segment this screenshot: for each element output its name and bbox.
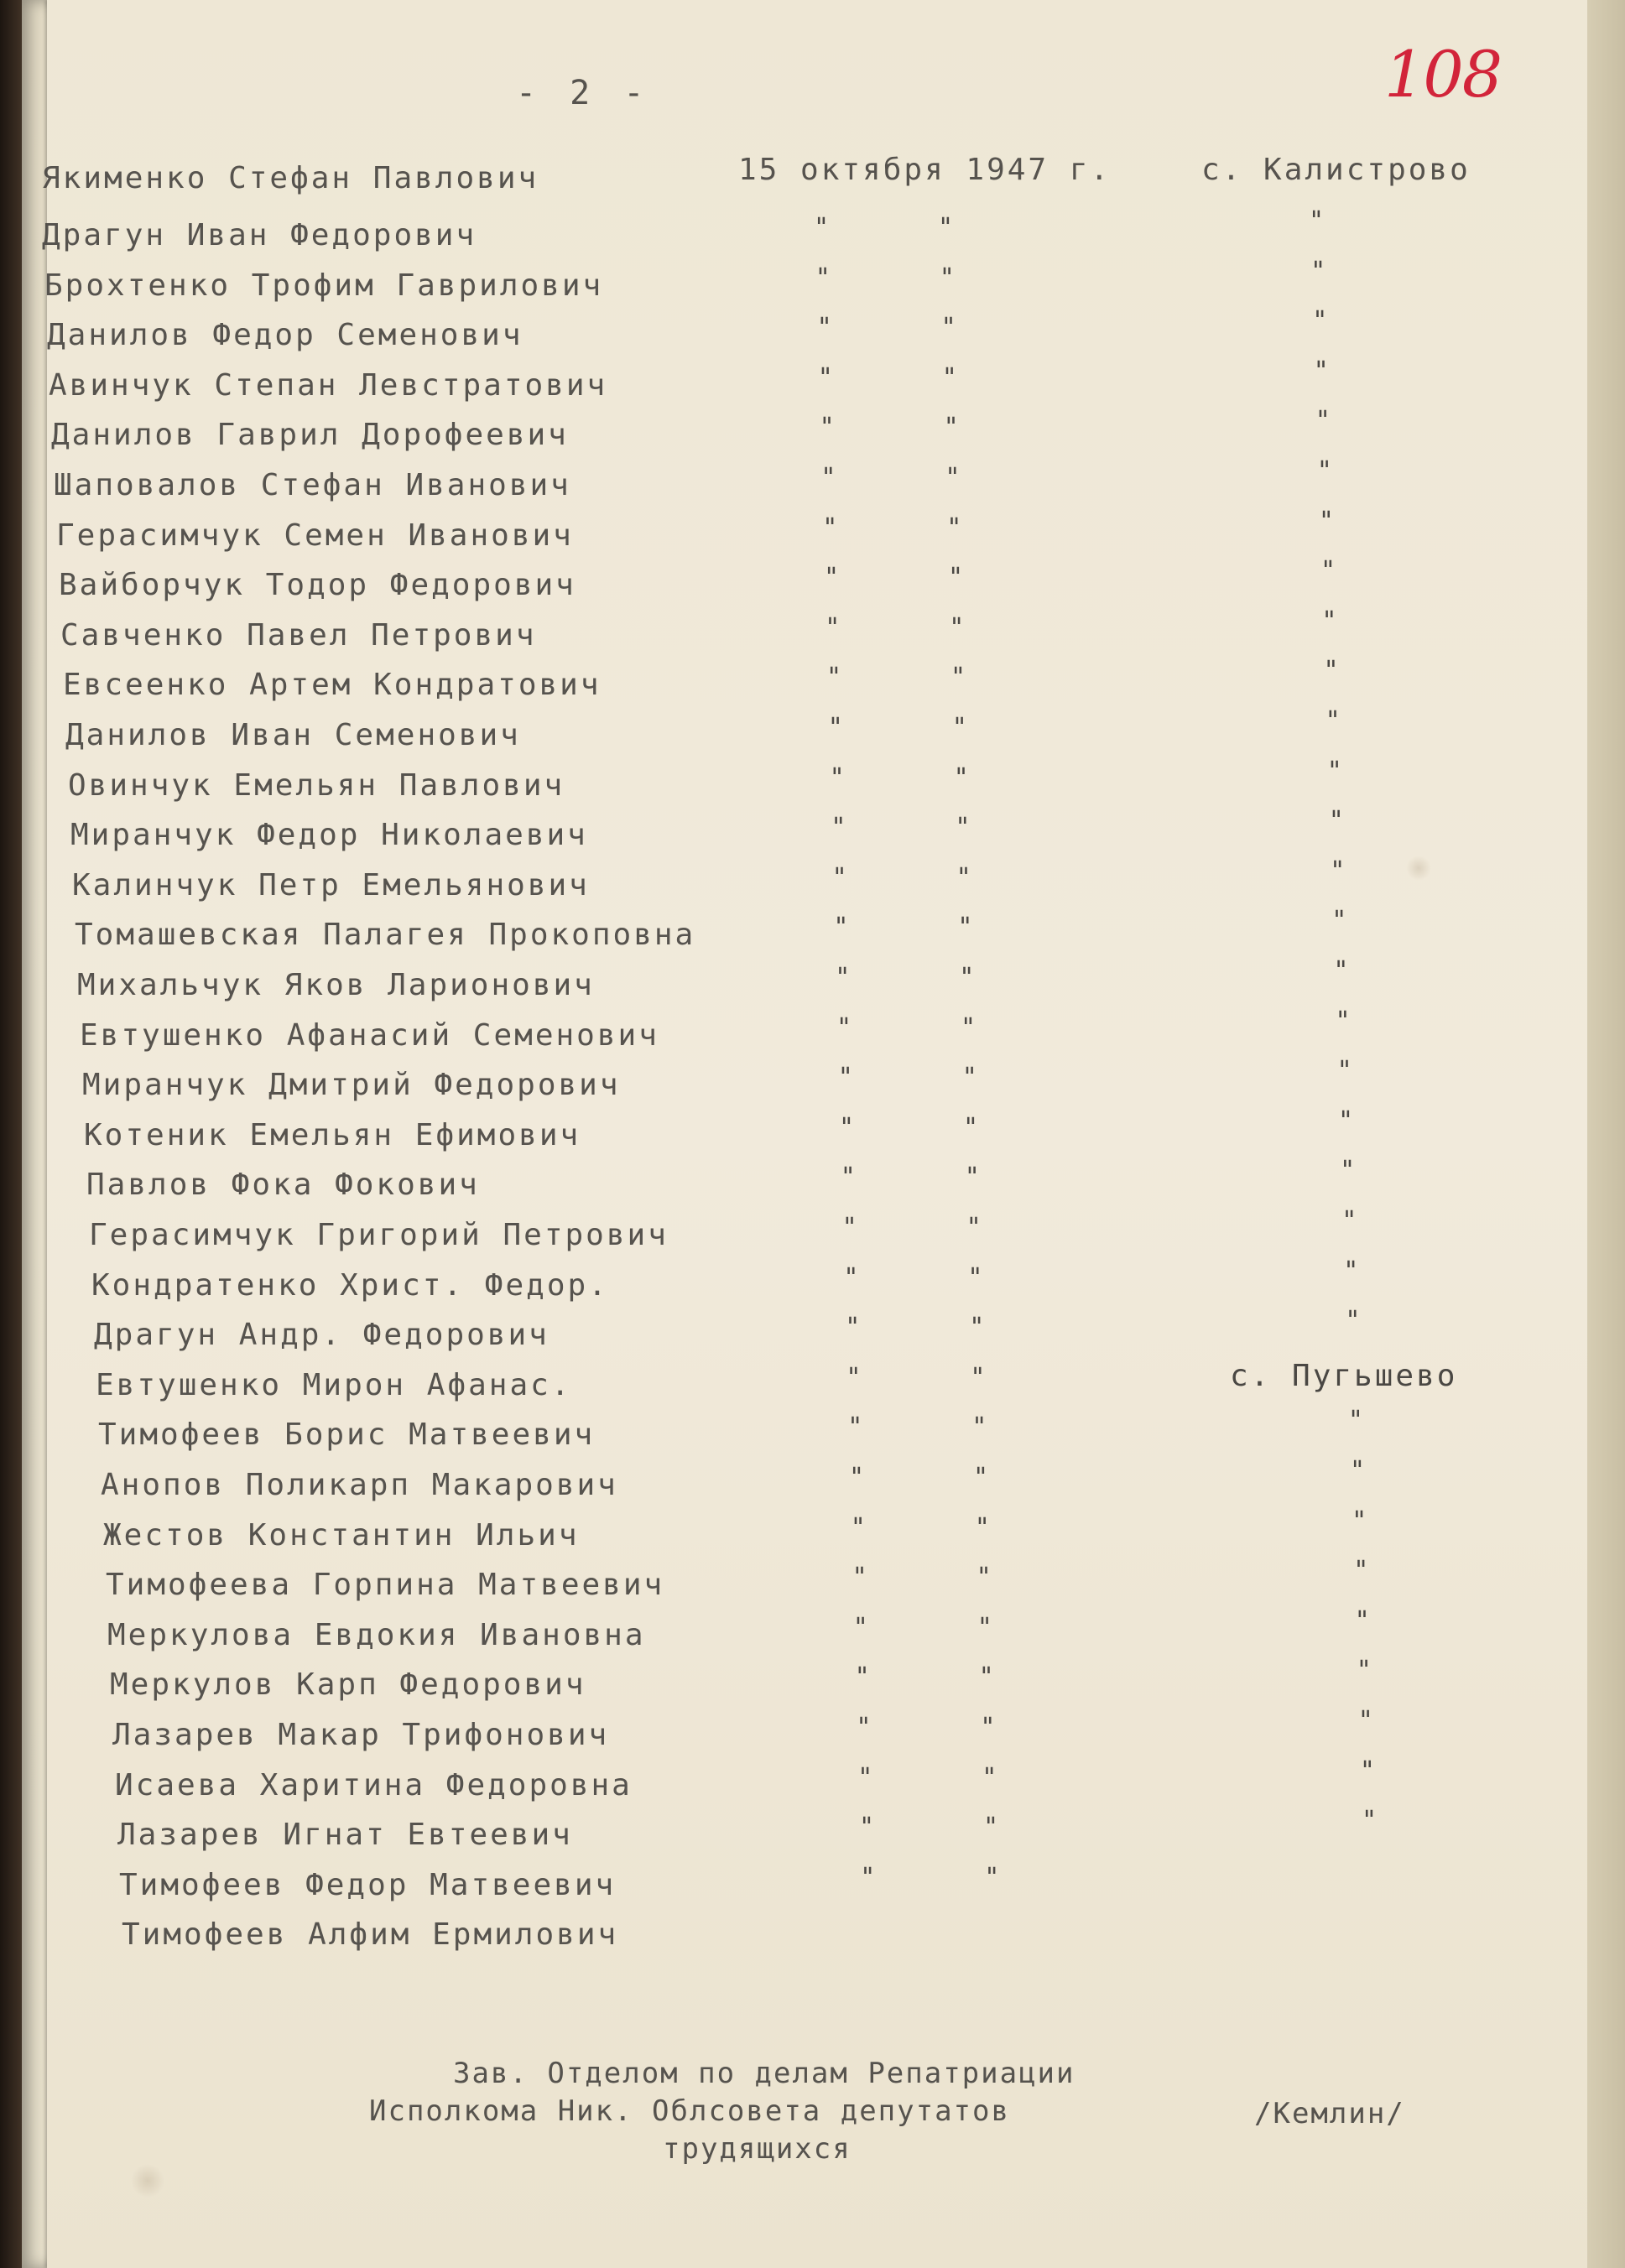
ditto-mark-place: " [1343,1256,1359,1286]
entry-name: Павлов Фока Фокович [86,1168,480,1202]
ditto-mark-date: " [854,1662,870,1692]
ditto-mark-date: " [833,913,849,942]
ditto-mark-place: " [1330,856,1346,886]
entry-name: Тимофеев Борис Матвеевич [98,1418,596,1452]
ditto-mark-date: " [841,1213,857,1242]
entry-name: Лазарев Макар Трифонович [112,1718,610,1752]
entry-name: Вайборчук Тодор Федорович [59,568,576,602]
ditto-mark-date: " [857,1763,873,1792]
entry-name: Котеник Емельян Ефимович [84,1118,581,1152]
entry-name: Лазарев Игнат Евтеевич [117,1818,573,1852]
ditto-mark-date: " [819,413,835,442]
ditto-mark-date: " [837,1063,853,1092]
ditto-mark-year: " [980,1713,996,1742]
ditto-mark-date: " [824,563,840,592]
ditto-mark-date: " [856,1713,872,1742]
ditto-mark-year: " [961,1013,977,1043]
ditto-mark-year: " [974,1513,990,1542]
ditto-mark-date: " [852,1613,868,1642]
entry-name: Кондратенко Христ. Федор. [91,1268,609,1303]
signature-name: /Кемлин/ [1254,2097,1405,2130]
ditto-mark-year: " [957,913,973,942]
ditto-mark-year: " [971,1412,987,1442]
ditto-mark-year: " [976,1563,992,1592]
ditto-mark-place: " [1352,1506,1367,1536]
ditto-mark-date: " [860,1863,876,1892]
ditto-mark-place: " [1345,1306,1361,1335]
ditto-mark-year: " [943,413,959,442]
ditto-mark-place: " [1313,356,1329,386]
entry-name: Евсеенко Артем Кондратович [63,668,602,702]
ditto-mark-date: " [845,1313,861,1342]
ditto-mark-year: " [946,513,962,543]
entry-name: Михальчук Яков Ларионович [77,968,595,1002]
ditto-mark-year: " [969,1313,985,1342]
ditto-mark-place: " [1323,656,1339,685]
ditto-mark-year: " [961,1063,977,1092]
ditto-mark-place: " [1356,1656,1372,1685]
ditto-mark-place: " [1312,306,1328,336]
ditto-mark-year: " [955,813,971,842]
ditto-mark-year: " [948,563,964,592]
entry-place-first: с. Калистрово [1201,153,1471,187]
entry-name: Тимофеева Горпина Матвеевич [106,1568,665,1602]
ditto-mark-year: " [978,1662,994,1692]
ditto-mark-place: " [1309,206,1325,236]
ditto-mark-year: " [984,1863,1000,1892]
ditto-mark-place: " [1328,806,1344,835]
entry-name: Савченко Павел Петрович [60,618,537,653]
ditto-mark-place: " [1318,507,1334,536]
ditto-mark-place: " [1325,706,1341,736]
entry-name-first: Якименко Стефан Павлович [42,161,539,195]
ditto-mark-place: " [1335,1007,1351,1036]
ditto-mark-date: " [826,663,842,692]
entry-name: Евтушенко Афанасий Семенович [80,1018,659,1053]
ditto-mark-date: " [849,1463,865,1492]
signature-title-line3: трудящихся [663,2132,852,2166]
ditto-mark-year: " [963,1113,979,1142]
ditto-mark-date: " [820,463,836,492]
ditto-mark-date: " [850,1513,866,1542]
entry-name: Меркулов Карп Федорович [110,1667,586,1702]
ditto-mark-year: " [973,1463,989,1492]
entry-name: Тимофеев Алфим Ермилович [122,1917,619,1952]
ditto-mark-place: " [1357,1706,1373,1735]
ditto-mark-place: " [1362,1806,1378,1835]
entry-name: Драгун Иван Федорович [42,218,477,252]
ditto-mark-year: " [938,213,954,242]
ditto-mark-date: " [831,863,847,892]
ditto-mark-date: " [846,1363,862,1392]
ditto-mark-date: " [852,1563,867,1592]
ditto-mark-year: " [983,1813,999,1842]
page-number: - 2 - [516,74,651,112]
ditto-mark-date: " [835,963,851,992]
ditto-mark-date: " [829,763,845,793]
entry-name: Исаева Харитина Федоровна [115,1768,633,1802]
ditto-mark-year: " [956,863,971,892]
ditto-mark-date: " [827,713,843,742]
entry-name: Миранчук Федор Николаевич [70,818,588,852]
ditto-mark-date: " [822,513,838,543]
entry-name: Овинчук Емельян Павлович [68,768,565,803]
ditto-mark-year: " [977,1613,992,1642]
ditto-mark-place: " [1340,1156,1356,1185]
ditto-mark-date: " [816,313,832,342]
entry-name: Калинчук Петр Емельянович [72,868,590,903]
ditto-mark-place: " [1316,456,1332,486]
ditto-mark-year: " [966,1213,982,1242]
entry-name: Герасимчук Семен Иванович [56,518,574,553]
entry-name: Шаповалов Стефан Иванович [54,468,571,502]
ditto-mark-date: " [840,1163,856,1192]
ditto-mark-year: " [967,1263,983,1293]
ditto-mark-year: " [970,1363,986,1392]
entry-name: Миранчук Дмитрий Федорович [82,1068,621,1102]
ditto-mark-year: " [964,1163,980,1192]
entry-name: Авинчук Степан Левстратович [49,368,608,403]
ditto-mark-date: " [839,1113,855,1142]
ditto-mark-year: " [939,263,955,293]
ditto-mark-date: " [859,1813,875,1842]
ditto-mark-year: " [941,363,957,393]
entry-name: Евтушенко Мирон Афанас. [96,1368,572,1402]
entry-name: Анопов Поликарп Макарович [101,1468,618,1502]
ditto-mark-year: " [951,663,966,692]
ditto-mark-place: " [1338,1106,1354,1136]
ditto-mark-date: " [847,1412,863,1442]
ditto-mark-date: " [831,813,846,842]
entry-name: Тимофеев Федор Матвеевич [119,1868,617,1902]
ditto-mark-date: " [817,363,833,393]
ditto-mark-place: " [1320,556,1336,585]
signature-title-line1: Зав. Отделом по делам Репатриации [453,2057,1076,2090]
ditto-mark-date: " [814,213,830,242]
ditto-mark-place: " [1353,1556,1369,1585]
ditto-mark-year: " [959,963,975,992]
entry-name: Меркулова Евдокия Ивановна [107,1618,646,1652]
entry-name: Брохтенко Трофим Гаврилович [44,268,604,303]
entry-name: Данилов Иван Семенович [65,718,521,752]
ditto-mark-year: " [953,763,969,793]
ditto-mark-place: " [1347,1406,1363,1435]
ditto-mark-date: " [836,1013,852,1043]
ditto-mark-place: " [1321,606,1337,636]
ditto-mark-year: " [982,1763,997,1792]
paper-stain [1406,856,1431,881]
entry-date-first: 15 октября 1947 г. [738,153,1112,187]
ditto-mark-date: " [843,1263,859,1293]
ditto-mark-year: " [949,613,965,642]
ditto-mark-place: " [1359,1756,1375,1786]
ditto-mark-place: " [1333,956,1349,986]
ditto-mark-place: " [1336,1056,1352,1085]
ditto-mark-place: " [1326,757,1342,786]
ditto-mark-place: " [1331,906,1347,935]
entry-name: Герасимчук Григорий Петрович [89,1218,669,1252]
entry-name: Жестов Константин Ильич [103,1518,580,1553]
ditto-mark-year: " [945,463,961,492]
entry-name: Драгун Андр. Федорович [94,1318,549,1352]
ditto-mark-year: " [940,313,956,342]
ditto-mark-place: " [1354,1606,1370,1636]
paper-stain [131,2164,164,2198]
ditto-mark-date: " [825,613,841,642]
ditto-mark-place: " [1341,1206,1357,1235]
entry-name: Томашевская Палагея Прокоповна [75,918,696,952]
page-edge [1587,0,1625,2268]
ditto-mark-date: " [815,263,831,293]
second-place: с. Пугьшево [1230,1359,1458,1393]
folio-number: 108 [1384,37,1502,112]
ditto-mark-place: " [1315,406,1331,435]
entry-name: Данилов Гаврил Дорофеевич [51,418,569,452]
ditto-mark-place: " [1310,257,1326,286]
ditto-mark-year: " [951,713,967,742]
signature-title-line2: Исполкома Ник. Облсовета депутатов [369,2094,1010,2128]
ditto-mark-place: " [1350,1456,1366,1485]
entry-name: Данилов Федор Семенович [47,318,523,352]
